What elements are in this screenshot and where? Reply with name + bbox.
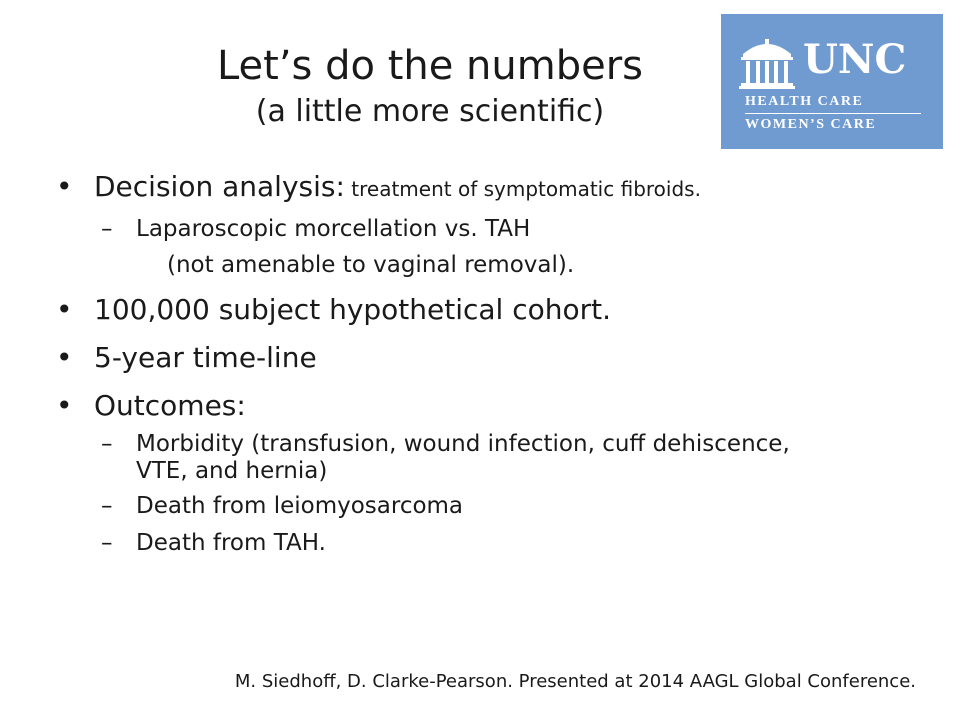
- subbullet-text: Death from TAH.: [136, 530, 326, 556]
- subbullet-text: Morbidity (transfusion, wound infection, cuff dehiscence, VTE, and hernia): [136, 431, 790, 484]
- subbullet-text: Laparoscopic morcellation vs. TAH: [136, 216, 531, 242]
- bullet-cohort: [56, 291, 936, 329]
- bullet-detail-text: treatment of symptomatic fibroids.: [344, 177, 701, 201]
- subbullet-continuation: (not amenable to vaginal removal).: [167, 252, 575, 278]
- bullet-decision-analysis: [56, 168, 936, 208]
- subbullet-morbidity: [56, 431, 836, 485]
- bullet-mark: •: [56, 389, 73, 422]
- dash-mark: –: [101, 530, 113, 556]
- bullet-timeline: [56, 339, 936, 377]
- title-main: Let’s do the numbers: [216, 43, 644, 89]
- bullet-text: 100,000 subject hypothetical cohort.: [94, 293, 612, 326]
- citation: M. Siedhoff, D. Clarke-Pearson. Presented at 2014 AAGL Global Conference.: [234, 671, 916, 692]
- dash-mark: –: [101, 431, 113, 457]
- bullet-outcomes: [56, 387, 936, 425]
- bullet-text: 5-year time-line: [94, 341, 317, 374]
- logo-health-care: HEALTH CARE: [745, 94, 864, 109]
- slide-title: [150, 40, 710, 132]
- dash-mark: –: [101, 216, 113, 242]
- bullet-text: Outcomes:: [94, 389, 246, 422]
- subbullet-text: Death from leiomyosarcoma: [136, 493, 464, 519]
- title-subtitle: (a little more scientific): [255, 94, 605, 129]
- bullet-mark: •: [56, 293, 73, 326]
- bullet-mark: •: [56, 341, 73, 374]
- logo-womens-care: WOMEN’S CARE: [745, 117, 877, 132]
- old-well-icon: [739, 36, 795, 90]
- dash-mark: –: [101, 493, 113, 519]
- bullet-lead-text: Decision analysis:: [94, 170, 345, 203]
- bullet-mark: •: [56, 170, 73, 203]
- subbullet-leiomyosarcoma: [56, 491, 936, 522]
- logo-divider: [745, 113, 921, 114]
- subbullet-laparoscopic: [56, 214, 936, 245]
- unc-logo: [721, 14, 943, 149]
- bullet-list: [56, 168, 936, 559]
- logo-wordmark: UNC: [803, 36, 907, 83]
- subbullet-tah-death: [56, 528, 936, 559]
